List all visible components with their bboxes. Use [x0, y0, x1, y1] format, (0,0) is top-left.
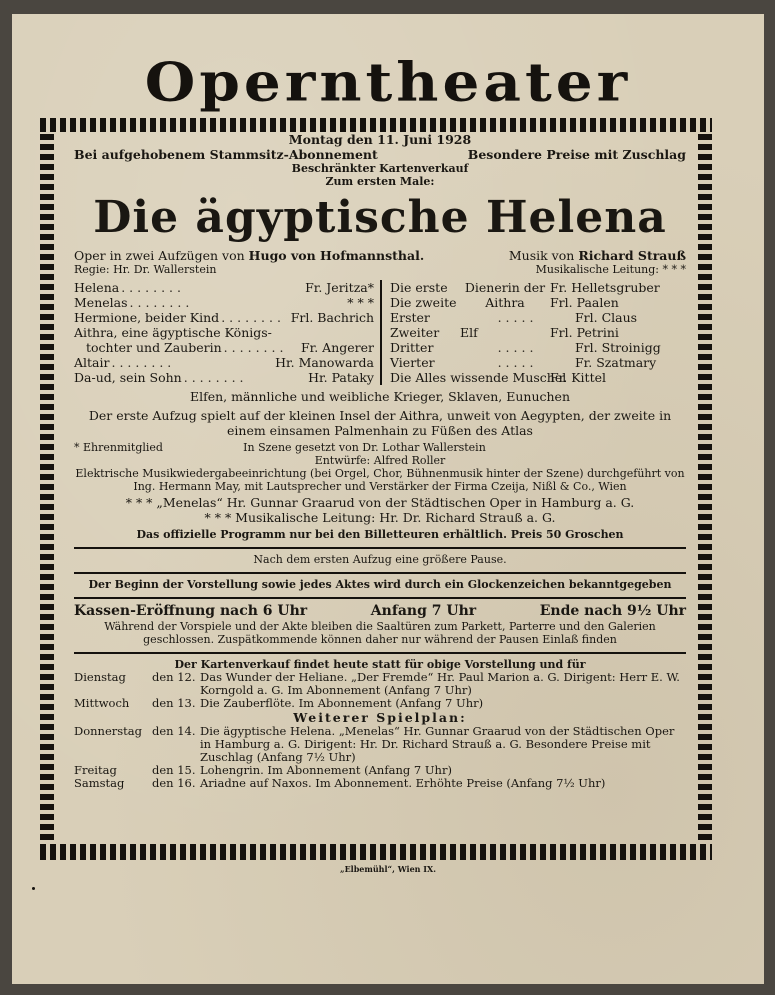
subtitle-prefix: Oper in zwei Aufzügen von: [74, 248, 245, 263]
honorary-note: * Ehrenmitglied: [74, 441, 163, 454]
chorus-line: Elfen, männliche und weibliche Krieger, Sklaven, Eunuchen: [189, 389, 571, 404]
first-time: Zum ersten Male:: [325, 175, 435, 188]
staged-by: In Szene gesetzt von Dr. Lothar Wallerstein: [243, 441, 486, 454]
schedule-row: Donnerstag den 14. Die ägyptische Helena. „Menelas“ Hr. Gunnar Graarud von der Städtischen Oper in Hamburg a. G. Dirigent: Hr. Dr. Richard Strauß a. G. Besondere Preise mit Zuschlag (Anfang 7½ Uhr): [74, 724, 675, 764]
paper-mark: [32, 887, 35, 890]
prices-note: Besondere Preise mit Zuschlag: [467, 147, 686, 162]
border-top: [40, 118, 712, 132]
composer: Richard Strauß: [578, 248, 686, 263]
playbill-sheet: [12, 14, 764, 984]
cast-row: Helena ........ Fr. Jeritza*: [74, 280, 374, 295]
border-right: [698, 134, 712, 840]
musical-direction: Musikalische Leitung: * * *: [535, 263, 686, 276]
border-left: [40, 134, 54, 840]
subscription-note: Bei aufgehobenem Stammsitz-Abonnement: [74, 147, 378, 162]
cast-row: Erster ..... Frl. Claus: [390, 310, 638, 325]
border-bottom: [40, 844, 712, 860]
theater-title: Operntheater: [144, 50, 632, 114]
divider: [74, 652, 686, 654]
cast-row: Dritter ..... Frl. Stroinigg: [390, 340, 661, 355]
guest-conductor: * * * Musikalische Leitung: Hr. Dr. Richard Strauß a. G.: [204, 510, 556, 525]
divider: [74, 547, 686, 549]
schedule-row: Dienstag den 12. Das Wunder der Heliane. „Der Fremde“ Hr. Paul Marion a. G. Dirigent: Herr E. W. Korngold a. G. Im Abonnement (Anfang 7 Uhr): [74, 670, 680, 697]
cast-row: Die zweite Aithra Frl. Paalen: [390, 295, 619, 310]
program-note: Das offizielle Programm nur bei den Billetteuren erhältlich. Preis 50 Groschen: [136, 528, 624, 541]
schedule-row: Mittwoch den 13. Die Zauberflöte. Im Abonnement (Anfang 7 Uhr): [74, 696, 484, 710]
cast-right-column: [382, 280, 686, 385]
bell-note: Der Beginn der Vorstellung sowie jedes Aktes wird durch ein Glockenzeichen bekanntgegeben: [88, 578, 672, 591]
doors-note: Während der Vorspiele und der Akte bleiben die Saaltüren zum Parkett, Parterre und den Galerien geschlossen. Zuspätkommende können daher nur während der Pausen Einlaß finden: [104, 620, 656, 646]
staging-row: [74, 441, 686, 454]
divider: [74, 572, 686, 574]
opera-title: Die ägyptische Helena: [93, 192, 667, 243]
end-time: Ende nach 9½ Uhr: [539, 603, 686, 619]
cast-row: Aithra, eine ägyptische Königs-: [74, 325, 272, 340]
designs-credit: Entwürfe: Alfred Roller: [314, 454, 446, 467]
cast-row: Hermione, beider Kind ........ Frl. Bachrich: [74, 310, 374, 325]
printer-imprint: „Elbemühl“, Wien IX.: [339, 864, 437, 874]
cast-row: Vierter ..... Fr. Szatmary: [390, 355, 657, 370]
cast-row: Die erste Dienerin der Fr. Helletsgruber: [390, 280, 660, 295]
times-row: [74, 603, 686, 620]
playbill-content: [74, 132, 686, 790]
start-time: Anfang 7 Uhr: [370, 603, 477, 619]
schedule-row: Freitag den 15. Lohengrin. Im Abonnement (Anfang 7 Uhr): [74, 763, 452, 777]
electrics-note: Elektrische Musikwiedergabeeinrichtung (bei Orgel, Chor, Bühnenmusik hinter der Szene) durchgeführt von Ing. Hermann May, mit Lautsprecher und Verstärker der Firma Czeija, Nißl & Co., Wien: [75, 467, 685, 493]
advance-sale-note: Der Kartenverkauf findet heute statt für obige Vorstellung und für: [174, 658, 586, 671]
setting-note: Der erste Aufzug spielt auf der kleinen Insel der Aithra, unweit von Aegypten, der zweite in einem einsamen Palmenhain zu Füßen des Atlas: [88, 408, 672, 438]
cast-row: Da-ud, sein Sohn ........ Hr. Pataky: [74, 370, 374, 385]
box-office-time: Kassen-Eröffnung nach 6 Uhr: [74, 603, 308, 619]
cast-row: Die Alles wissende Muschel Fr. Kittel: [390, 370, 606, 385]
cast-row: Zweiter Elf Frl. Petrini: [390, 325, 619, 340]
performance-date: Montag den 11. Juni 1928: [288, 132, 472, 147]
cast-row: Altair ........ Hr. Manowarda: [74, 355, 374, 370]
cast-row: tochter und Zauberin ........ Fr. Angerer: [86, 340, 374, 355]
subscription-row: [74, 147, 686, 162]
guest-menelas: * * * „Menelas“ Hr. Gunnar Graarud von der Städtischen Oper in Hamburg a. G.: [125, 495, 635, 510]
stage-direction: Regie: Hr. Dr. Wallerstein: [74, 263, 217, 276]
cast-left-column: [74, 280, 382, 385]
librettist: Hugo von Hofmannsthal.: [248, 248, 425, 263]
music-prefix: Musik von: [508, 248, 575, 263]
cast-row: Menelas ........ * * *: [74, 295, 374, 310]
cast-list: [74, 280, 686, 385]
direction-row: [74, 263, 686, 276]
pause-note: Nach dem ersten Aufzug eine größere Pause.: [253, 553, 507, 566]
credits-row: [74, 248, 686, 263]
divider: [74, 597, 686, 599]
schedule-row: Samstag den 16. Ariadne auf Naxos. Im Abonnement. Erhöhte Preise (Anfang 7½ Uhr): [74, 776, 606, 790]
further-schedule-heading: Weiterer Spielplan:: [293, 710, 467, 725]
limited-sale: Beschränkter Kartenverkauf: [291, 162, 469, 175]
